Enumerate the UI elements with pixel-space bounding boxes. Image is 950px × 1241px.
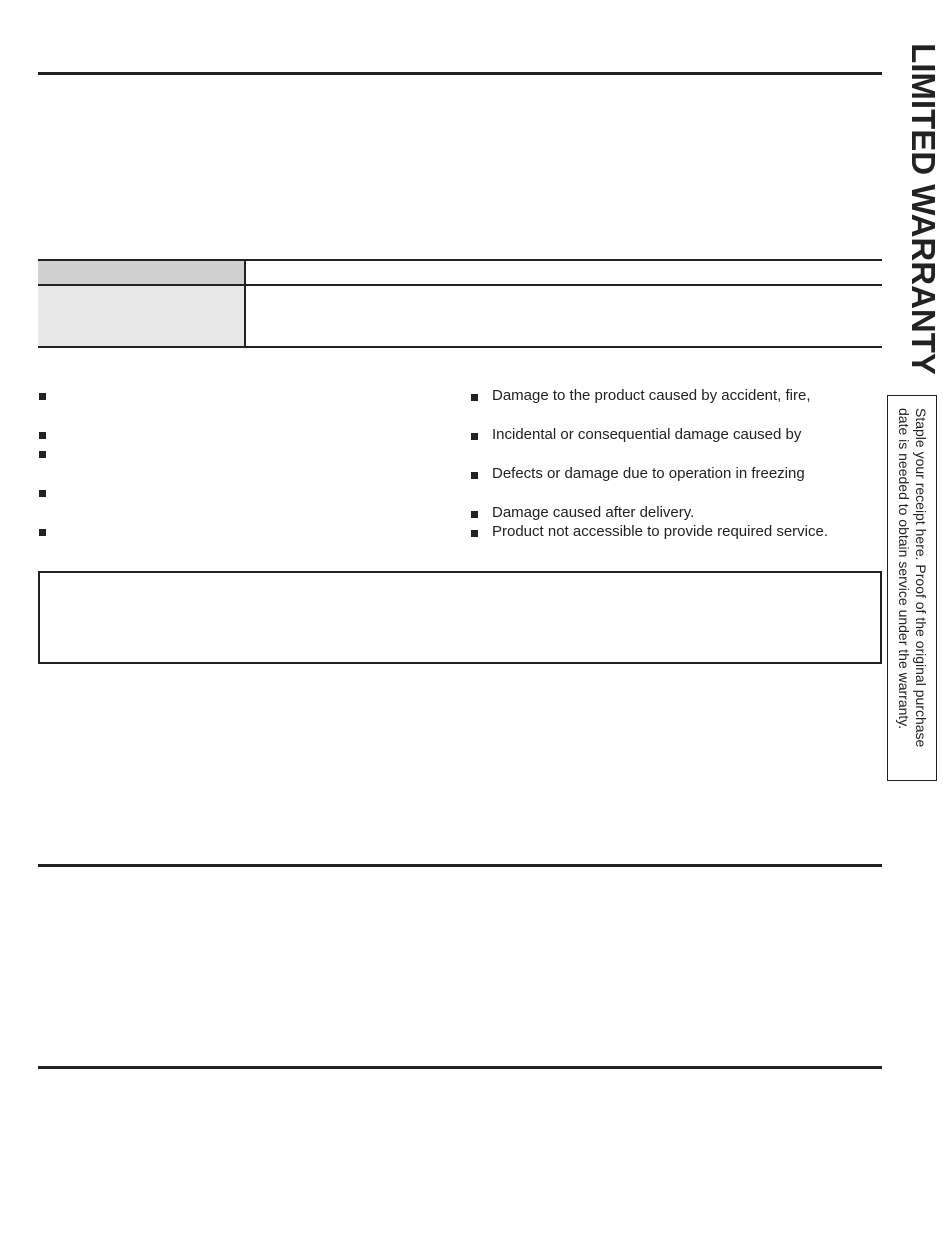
top-rule xyxy=(38,72,882,75)
right-bullet-icon xyxy=(471,511,478,518)
bottom-rule xyxy=(38,1066,882,1069)
receipt-note-text xyxy=(895,408,929,768)
exclusion-item: Damage to the product caused by accident, fire, xyxy=(492,387,811,404)
right-bullet-icon xyxy=(471,530,478,537)
side-title xyxy=(897,36,949,381)
left-bullet-icon xyxy=(39,529,46,536)
section-rule xyxy=(38,864,882,867)
left-bullet-icon xyxy=(39,432,46,439)
table-column-divider xyxy=(244,259,246,348)
left-bullet-icon xyxy=(39,451,46,458)
right-bullet-icon xyxy=(471,433,478,440)
table-bottom-line xyxy=(38,346,882,348)
right-bullet-icon xyxy=(471,472,478,479)
table-header-cell xyxy=(38,261,244,284)
left-bullet-icon xyxy=(39,393,46,400)
right-bullet-icon xyxy=(471,394,478,401)
left-bullet-icon xyxy=(39,490,46,497)
notice-box xyxy=(38,571,882,664)
exclusion-item: Defects or damage due to operation in freezing xyxy=(492,465,805,482)
exclusion-item: Product not accessible to provide required service. xyxy=(492,523,829,540)
table-body-cell xyxy=(38,286,244,346)
warranty-table xyxy=(38,259,882,348)
side-title-text: LIMITED WARRANTY xyxy=(905,42,942,375)
receipt-note-box xyxy=(887,395,937,781)
exclusion-item: Incidental or consequential damage caused by xyxy=(492,426,802,443)
receipt-note-line-2: date is needed to obtain service under the warranty. xyxy=(896,408,912,730)
receipt-note-line-1: Staple your receipt here. Proof of the original purchase xyxy=(913,408,929,748)
exclusion-item: Damage caused after delivery. xyxy=(492,504,695,521)
